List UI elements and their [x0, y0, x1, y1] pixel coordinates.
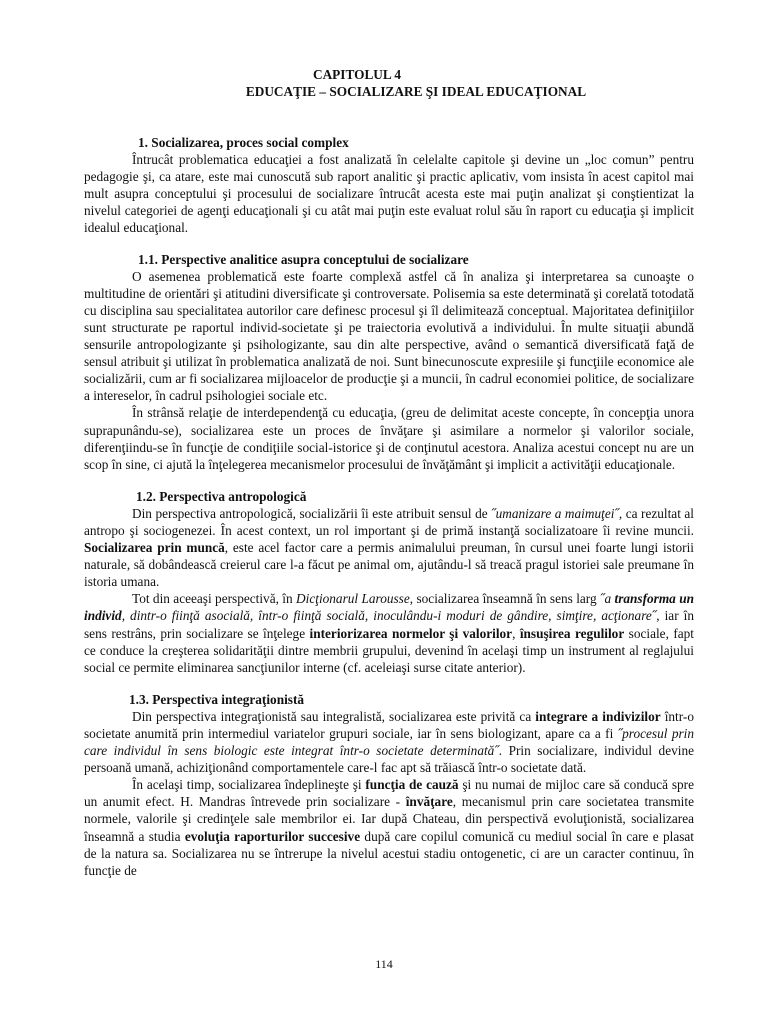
emphasized-text: ˝procesul prin care individul în sens biologic este integrat într-o societate determinată˝: [84, 726, 694, 759]
page-number: 114: [375, 957, 393, 971]
paragraph: O asemenea problematică este foarte complexă astfel că în analiza şi interpretarea sa cunoaşte o multitudine de orientări şi atitudini diversificate şi controversate. Polisemia sa este determinată şi corelată totodată cu disciplina sau specialitatea autorilor care definesc procesul şi îl delimitează conceptual. Majoritatea definiţiilor sunt structurate pe raportul individ-societate şi pe traiectoria evolutivă a individului. În multe situaţii abundă sensurile antropologizante şi psihologizante, sau din alte perspective, având o semantică diversificată faţă de sensul atribuit şi utilizat în problematica analizată de noi. Sunt binecunoscute expresiile şi funcţiile economice ale socializării, cum ar fi socializarea mijloacelor de producţie şi a muncii, în cadrul economiei politice, de socializare a intereselor, în cadrul psihologiei sociale etc.: [84, 268, 694, 404]
chapter-title: EDUCAŢIE – SOCIALIZARE ŞI IDEAL EDUCAŢIONAL: [245, 84, 587, 99]
paragraph: În strânsă relaţie de interdependenţă cu educaţia, (greu de delimitat aceste concepte, în concepţia unora suprapunându-se), socializarea este un proces de învăţare şi asimilare a normelor şi valorilor sociale, diferenţiindu-se în funcţie de condiţiile social-istorice şi de conţinutul acestora. Analiza acestui concept nu are un scop în sine, ci ajută la înţelegerea mecanismelor procesului de învăţământ şi implicit a activităţii educaţionale.: [84, 405, 694, 472]
document-body: [84, 134, 694, 879]
paragraph: În acelaşi timp, socializarea îndeplineşte şi funcţia de cauză şi nu numai de mijloc care să conducă spre un anumit efect. H. Mandras întrevede prin socializare - învăţare, mecanismul prin care societatea transmite normele, valorile şi credinţele sale membrilor ei. Iar după Chateau, din perspectivă evoluţionistă, socializarea înseamnă a studia evoluţia raporturilor succesive după care copilul comunică cu mediul social în care e plasat de la natura sa. Socializarea nu se întrerupe la nivelul acestui stadiu ontogenetic, ci are un caracter continuu, în funcţie de: [84, 777, 694, 878]
emphasized-text: ˝a: [600, 591, 615, 607]
emphasized-text: , dintr-o fiinţă asocială, într-o fiinţă socială, inoculându-i moduri de gândire, simţire, acţionare˝: [121, 608, 657, 624]
section-heading: 1. Socializarea, proces social complex: [138, 135, 349, 150]
chapter-header: [0, 66, 768, 100]
emphasized-text: transforma un individ: [84, 591, 695, 624]
chapter-label: CAPITOLUL 4: [312, 67, 402, 82]
paragraph: Din perspectiva integraţionistă sau integralistă, socializarea este privită ca integrare a indivizilor într-o societate anumită prin intermediul variatelor grupuri sociale, iar în sens biologizant, apare ca a fi ˝procesul prin care individul în sens biologic este integrat într-o societate determinată˝. Prin socializare, individul devine persoană umană, achiziţionând comportamentele care-l fac apt să trăiască într-o societate dată.: [84, 708, 694, 776]
emphasized-text: Socializarea prin muncă: [84, 540, 225, 556]
emphasized-text: evoluţia raporturilor succesive: [184, 828, 361, 844]
emphasized-text: interiorizarea normelor şi valorilor: [309, 625, 513, 641]
emphasized-text: ˝umanizare a maimuţei˝: [491, 505, 619, 521]
paragraph: Întrucât problematica educaţiei a fost analizată în celelalte capitole şi devine un „loc comun” pentru pedagogie şi, ca atare, este mai cunoscută sub raport analitic şi practic aplicativ, vom insista în acest capitol mai mult asupra conceptului şi procesului de socializare întrucât acesta este mai puţin analizat şi conştientizat la nivelul categoriei de agenţi educaţionali şi cu atât mai puţin este evaluat rolul său în raport cu educaţia şi implicit idealul educaţional.: [84, 152, 694, 236]
paragraph: Tot din aceeaşi perspectivă, în Dicţionarul Larousse, socializarea înseamnă în sens larg ˝a transforma un individ, dintr-o fiinţă asocială, într-o fiinţă socială, inoculându-i moduri de gândire, simţire, acţionare˝, iar în sens restrâns, prin socializare se înţelege interiorizarea normelor şi valorilor, însuşirea regulilor sociale, fapt ce conduce la creşterea solidarităţii dintre membrii grupului, devenind în acelaşi timp un instrument al reglajului social ce permite eliminarea sancţiunilor interne (cf. aceleiaşi surse citate anterior).: [84, 591, 695, 675]
emphasized-text: funcţia de cauză: [365, 777, 459, 793]
emphasized-text: învăţare: [405, 794, 453, 810]
section-heading: 1.2. Perspectiva antropologică: [136, 488, 307, 504]
section-heading: 1.1. Perspective analitice asupra conceptului de socializare: [138, 251, 469, 267]
emphasized-text: însuşirea regulilor: [519, 625, 625, 641]
emphasized-text: Dicţionarul Larousse: [296, 591, 410, 607]
section-heading: 1.3. Perspectiva integraţionistă: [129, 691, 305, 707]
emphasized-text: integrare a indivizilor: [535, 708, 661, 724]
paragraph: Din perspectiva antropologică, socializării îi este atribuit sensul de ˝umanizare a maimuţei˝, ca rezultat al antropo şi sociogenezei. În acest context, un rol important şi de primă instanţă socializatoare îi revine muncii. Socializarea prin muncă, este acel factor care a permis animalului preuman, în cursul unei foarte lungi istorii naturale, să dobândească creierul care l-a făcut pe animal om, ajutându-l să treacă pragul istoriei sale preumane în istoria umana.: [84, 505, 694, 590]
